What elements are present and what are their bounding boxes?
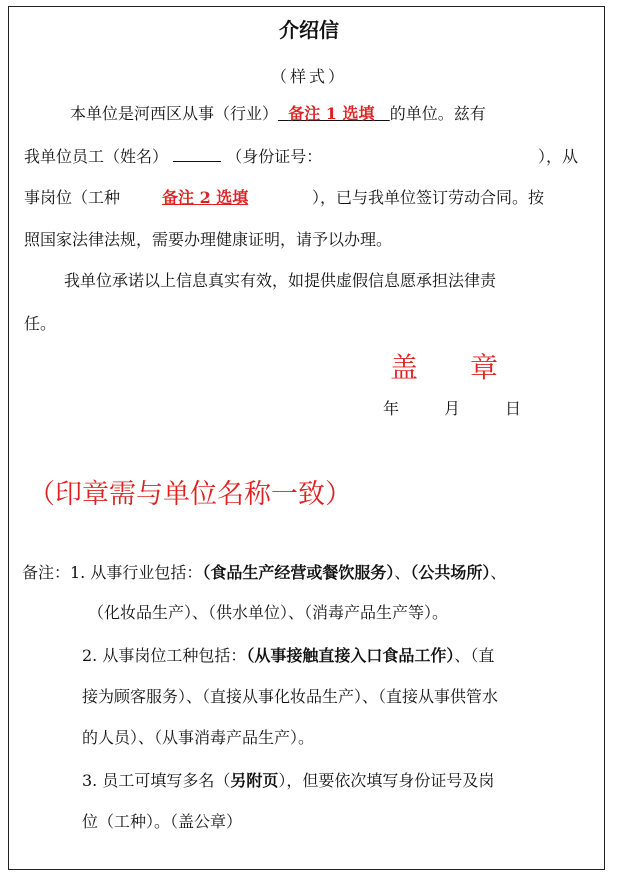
document-title: 介绍信	[279, 18, 339, 42]
note1-line1	[22, 562, 506, 584]
note1-end: 、	[490, 563, 507, 582]
industry-blank[interactable]	[278, 104, 390, 123]
para1-l1-text-b: 的单位。兹有	[389, 104, 486, 123]
para1-line2	[24, 146, 322, 168]
note2-end: 、（直	[454, 646, 495, 665]
para1-line3-end: ），已与我单位签订劳动合同。按	[312, 188, 545, 207]
para1-l2-text-b: （身份证号：	[226, 147, 323, 166]
note2-line2: 接为顾客服务）、（直接从事化妆品生产）、（直接从事供管水	[82, 687, 499, 706]
para1-l2-text-a: 我单位员工（姓名）	[24, 147, 169, 166]
para1-line2-end: ），从	[538, 147, 579, 166]
note2-line1	[82, 645, 494, 667]
note2-prefix: 2. 从事岗位工种包括：	[82, 646, 247, 665]
para2-line1: 我单位承诺以上信息真实有效，如提供虚假信息愿承担法律责	[64, 271, 497, 290]
note1-hint: 备注 1 选填	[288, 104, 375, 123]
note1-sep: 、	[394, 563, 411, 582]
para1-line4: 照国家法律法规，需要办理健康证明，请予以办理。	[24, 230, 393, 249]
para1-l1-text-a: 本单位是河西区从事（行业）	[70, 104, 279, 123]
seal-note: （印章需与单位名称一致）	[28, 479, 352, 510]
stamp-char-2: 章	[470, 351, 499, 384]
note2-hint: 备注 2 选填	[162, 188, 249, 207]
note2-bold: （从事接触直接入口食品工作）	[246, 646, 455, 665]
note1-prefix: 备注：1. 从事行业包括：	[22, 563, 203, 582]
note3-bold: 另附页	[230, 771, 279, 790]
name-blank[interactable]	[173, 147, 221, 162]
note3-line1	[82, 770, 494, 792]
note3-end: ），但要依次填写身份证号及岗	[278, 771, 495, 790]
note1-line2: （化妆品生产）、（供水单位）、（消毒产品生产等）。	[88, 603, 449, 622]
date-year: 年	[383, 399, 400, 418]
job-blank[interactable]	[162, 187, 248, 209]
note2-line3: 的人员）、（从事消毒产品生产）。	[82, 728, 315, 747]
note3-prefix: 3. 员工可填写多名（	[82, 771, 231, 790]
para1-line3	[24, 187, 120, 209]
para1-line1	[70, 103, 486, 125]
para1-l3-text-a: 事岗位（工种	[24, 188, 121, 207]
stamp-char-1: 盖	[390, 351, 419, 384]
note1-bold-1: （食品生产经营或餐饮服务）	[202, 563, 395, 582]
note3-line2: 位（工种）。（盖公章）	[82, 812, 243, 831]
document-subtitle: （样式）	[270, 67, 347, 86]
para2-line2: 任。	[24, 314, 57, 333]
date-day: 日	[505, 399, 522, 418]
date-month: 月	[444, 399, 461, 418]
note1-bold-2: （公共场所）	[410, 563, 491, 582]
